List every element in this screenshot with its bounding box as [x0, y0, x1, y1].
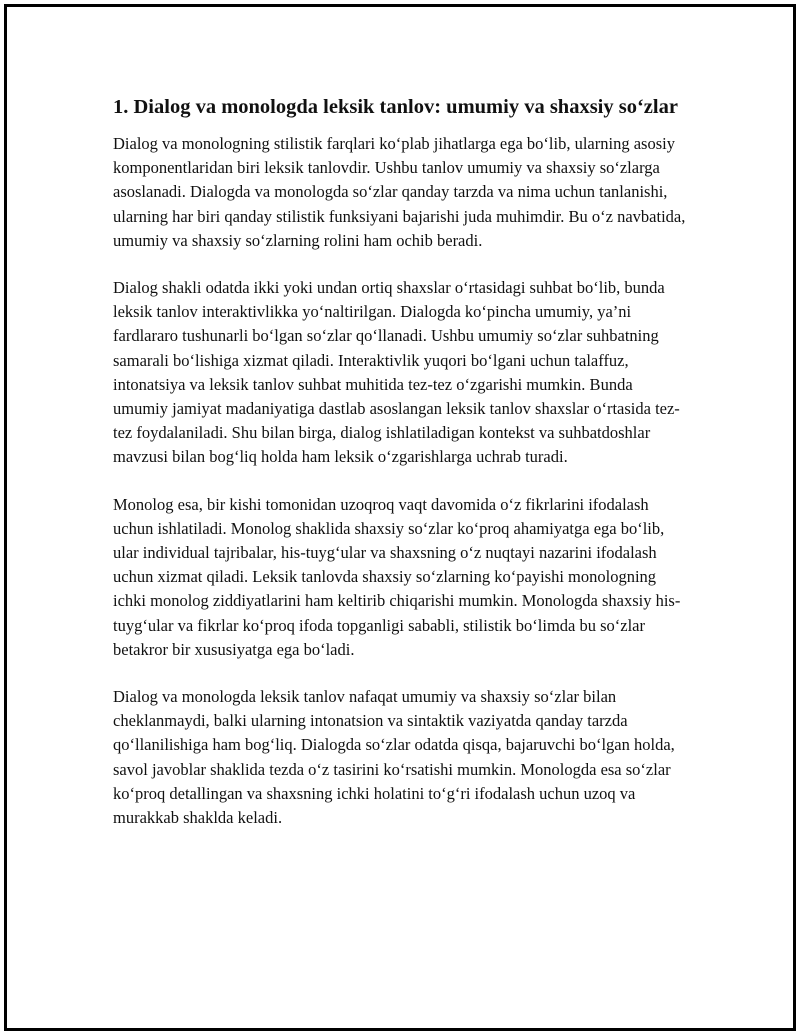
paragraph-2: Dialog shakli odatda ikki yoki undan ortiq shaxslar o‘rtasidagi suhbat bo‘lib, bunda leksik tanlov interaktivlikka yo‘naltirilgan. Dialogda ko‘pincha umumiy, ya’ni fardlararo tushunarli bo‘lgan so‘zlar qo‘llanadi. Ushbu umumiy so‘zlar suhbatning samarali bo‘lishiga xizmat qiladi. Interaktivlik yuqori bo‘lgani uchun talaffuz, intonatsiya va leksik tanlov suhbat muhitida tez-tez o‘zgarishi mumkin. Bunda umumiy jamiyat madaniyatiga dastlab asoslangan leksik tanlov shaxslar o‘rtasida tez-tez foydalaniladi. Shu bilan birga, dialog ishlatiladigan kontekst va suhbatdoshlar mavzusi bilan bog‘liq holda ham leksik o‘zgarishlarga uchrab turadi. — [113, 278, 680, 467]
paragraph-1: Dialog va monologning stilistik farqlari ko‘plab jihatlarga ega bo‘lib, ularning asosiy komponentlaridan biri leksik tanlovdir. Ushbu tanlov umumiy va shaxsiy so‘zlarga asoslanadi. Dialogda va monologda so‘zlar qanday tarzda va nima uchun tanlanishi, ularning har biri qanday stilistik funksiyani bajarishi juda muhimdir. Bu o‘z navbatida, umumiy va shaxsiy so‘zlarning rolini ham ochib beradi. — [113, 134, 686, 250]
section-title: 1. Dialog va monologda leksik tanlov: umumiy va shaxsiy so‘zlar — [113, 96, 678, 118]
paragraph-4: Dialog va monologda leksik tanlov nafaqat umumiy va shaxsiy so‘zlar bilan cheklanmaydi, balki ularning intonatsion va sintaktik vaziyatda qanday tarzda qo‘llanilishiga ham bog‘liq. Dialogda so‘zlar odatda qisqa, bajaruvchi bo‘lgan holda, savol javoblar shaklida tezda o‘z tasirini ko‘rsatishi mumkin. Monologda esa so‘zlar ko‘proq detallingan va shaxsning ichki holatini to‘g‘ri ifodalash uchun uzoq va murakkab shaklda keladi. — [113, 687, 675, 828]
paragraph-3: Monolog esa, bir kishi tomonidan uzoqroq vaqt davomida o‘z fikrlarini ifodalash uchun ishlatiladi. Monolog shaklida shaxsiy so‘zlar ko‘proq ahamiyatga ega bo‘lib, ular individual tajribalar, his-tuyg‘ular va shaxsning o‘z nuqtayi nazarini ifodalash uchun xizmat qiladi. Leksik tanlovda shaxsiy so‘zlarning ko‘payishi monologning ichki monolog ziddiyatlarini ham keltirib chiqarishi mumkin. Monologda shaxsiy his-tuyg‘ular va fikrlar ko‘proq ifoda topganligi sababli, stilistik bo‘limda bu so‘zlar betakror bir xususiyatga ega bo‘ladi. — [113, 494, 681, 659]
document-body — [113, 94, 688, 853]
